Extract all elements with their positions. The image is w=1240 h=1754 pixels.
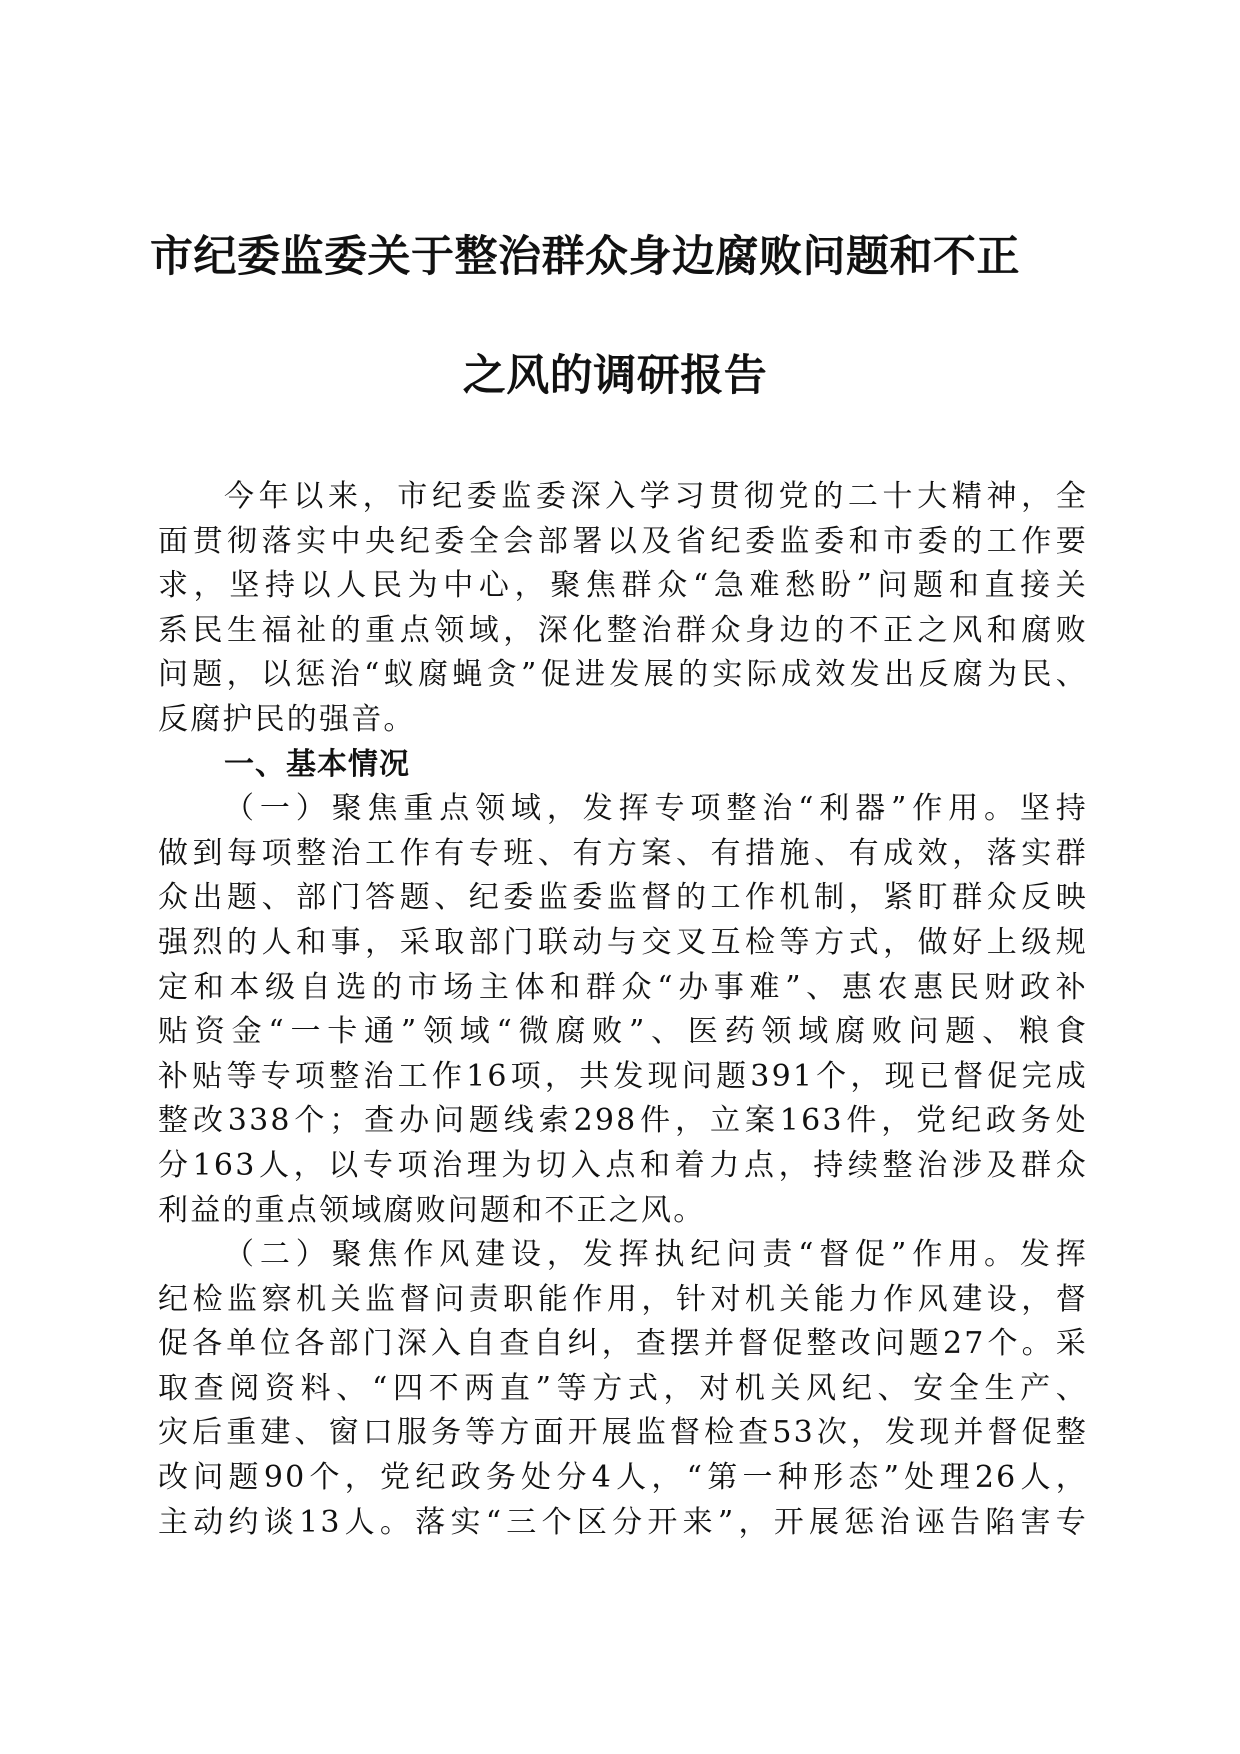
section-heading: 一、基本情况 — [224, 746, 410, 782]
para2-line: 灾后重建、窗口服务等方面开展监督检查53次，发现并督促整 — [158, 1415, 1088, 1451]
intro-line: 求，坚持以人民为中心，聚焦群众“急难愁盼”问题和直接关 — [158, 568, 1088, 604]
para2-line: 主动约谈13人。落实“三个区分开来”，开展惩治诬告陷害专 — [158, 1504, 1088, 1540]
para2-line: 促各单位各部门深入自查自纠，查摆并督促整改问题27个。采 — [158, 1326, 1088, 1362]
para1-line: 定和本级自选的市场主体和群众“办事难”、惠农惠民财政补 — [158, 969, 1088, 1005]
para1-line: 贴资金“一卡通”领域“微腐败”、医药领域腐败问题、粮食 — [158, 1014, 1088, 1050]
para1-line: 强烈的人和事，采取部门联动与交叉互检等方式，做好上级规 — [158, 924, 1088, 960]
para2-line: 取查阅资料、“四不两直”等方式，对机关风纪、安全生产、 — [158, 1370, 1088, 1406]
intro-line: 系民生福祉的重点领域，深化整治群众身边的不正之风和腐败 — [158, 612, 1088, 648]
intro-line: 反腐护民的强音。 — [158, 701, 416, 737]
intro-line: 面贯彻落实中央纪委全会部署以及省纪委监委和市委的工作要 — [158, 523, 1088, 559]
para1-line: 做到每项整治工作有专班、有方案、有措施、有成效，落实群 — [158, 835, 1088, 871]
para1-line: 补贴等专项整治工作16项，共发现问题391个，现已督促完成 — [158, 1058, 1088, 1094]
para1-line: （一）聚焦重点领域，发挥专项整治“利器”作用。坚持 — [224, 791, 1088, 827]
para2-line: 改问题90个，党纪政务处分4人，“第一种形态”处理26人， — [158, 1460, 1088, 1496]
document-title-line-1: 市纪委监委关于整治群众身边腐败问题和不正 — [150, 232, 1020, 282]
para1-line: 利益的重点领域腐败问题和不正之风。 — [158, 1192, 706, 1228]
para2-line: 纪检监察机关监督问责职能作用，针对机关能力作风建设，督 — [158, 1281, 1088, 1317]
document-body — [158, 475, 1088, 1545]
intro-line: 今年以来，市纪委监委深入学习贯彻党的二十大精神，全 — [224, 479, 1088, 514]
para1-line: 整改338个；查办问题线索298件，立案163件，党纪政务处 — [158, 1103, 1088, 1139]
para2-line: （二）聚焦作风建设，发挥执纪问责“督促”作用。发挥 — [224, 1237, 1088, 1273]
document-title-line-2: 之风的调研报告 — [462, 351, 768, 401]
para1-line: 分163人，以专项治理为切入点和着力点，持续整治涉及群众 — [158, 1147, 1088, 1183]
para1-line: 众出题、部门答题、纪委监委监督的工作机制，紧盯群众反映 — [158, 880, 1088, 916]
intro-line: 问题，以惩治“蚁腐蝇贪”促进发展的实际成效发出反腐为民、 — [158, 657, 1088, 693]
